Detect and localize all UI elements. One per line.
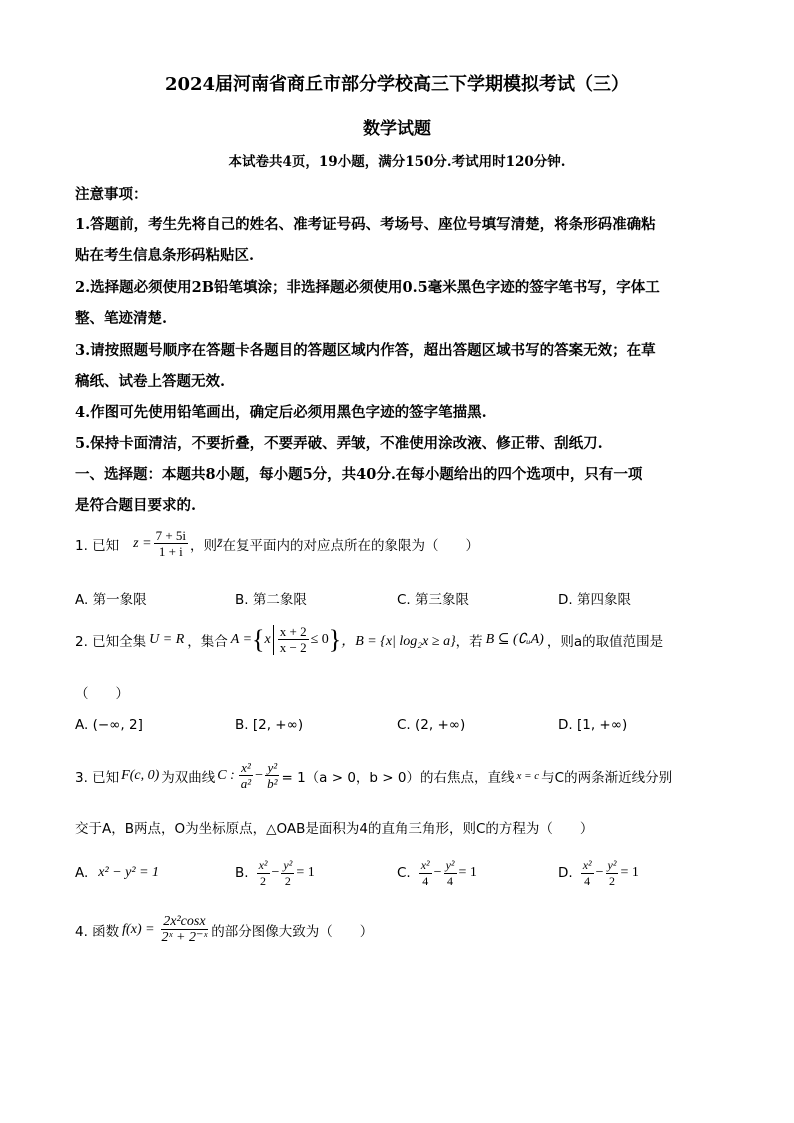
q3-line2: 交于A，B两点，O为坐标原点，△OAB是面积为4的直角三角形，则C的方程为（ ） [75, 821, 594, 837]
section-heading: 一、选择题：本题共8小题，每小题5分，共40分.在每小题给出的四个选项中，只有一项 [75, 466, 643, 483]
q2-set-a-fraction [278, 624, 309, 655]
q1-numerator: 7 + 5i [155, 528, 187, 543]
q3-d-frac1: $\frac{\text{x²}}{4}$ [582, 857, 592, 888]
q2-blank: （ ） [75, 686, 129, 702]
q3-b-frac2: $\frac{\text{y²}}{2}$ [283, 857, 293, 888]
q3-mid2: 与C的两条渐近线分别 [541, 769, 673, 786]
q2-option-a[interactable]: A. (−∞, 2] [75, 717, 143, 733]
q3-option-a-expr: x² − y² = 1 [98, 865, 160, 880]
q1-option-b[interactable]: B. 第二象限 [235, 592, 307, 608]
q3-option-d-label: D. [558, 865, 573, 881]
q3-mid1: 为双曲线 [161, 769, 216, 786]
q1-denominator: 1 + i [158, 544, 183, 559]
q3-x-fraction [239, 760, 253, 791]
q1-fraction [154, 528, 188, 559]
q3-option-c-label: C. [397, 865, 411, 881]
q2-set-b: ，B = {x| log₂x ≥ a} [341, 633, 456, 649]
q2-option-c[interactable]: C. (2, +∞) [397, 717, 466, 733]
q1-text-b: 在复平面内的对应点所在的象限为（ ） [222, 537, 479, 554]
question-4 [75, 914, 373, 945]
question-2 [75, 624, 663, 655]
q2-option-d[interactable]: D. [1, +∞) [558, 717, 628, 733]
q2-cond-word: ，若 [455, 633, 483, 650]
q4-num: 2x²cosx [163, 914, 206, 929]
q3-y-den: b² [267, 776, 278, 791]
q2-universal-set: U = R [149, 631, 185, 647]
q1-option-a[interactable]: A. 第一象限 [75, 592, 147, 608]
q3-c-frac2: $\frac{\text{y²}}{4}$ [445, 857, 455, 888]
exam-info: 本试卷共4页，19小题，满分150分.考试用时120分钟. [228, 154, 566, 170]
note-line: 贴在考生信息条形码粘贴区. [75, 247, 255, 264]
q2-set-a-den: x − 2 [279, 640, 307, 655]
q3-option-d[interactable]: D. $\frac{\text{x²}}{4}$ − $\frac{\text{y²}}{2}$ = 1 [558, 857, 639, 888]
q1-z: z = [133, 535, 152, 551]
q3-prefix: 3. 已知 [75, 769, 120, 786]
q3-curve-label: C : [217, 767, 235, 783]
q3-line: x = c [516, 769, 540, 782]
section-heading-cont: 是符合题目要求的. [75, 497, 197, 514]
q3-option-b[interactable]: B. $\frac{\text{x²}}{2}$ − $\frac{\text{y²}}{2}$ = 1 [235, 857, 315, 888]
q3-y-num: y² [267, 760, 278, 775]
q4-fraction [160, 914, 210, 945]
q2-cond-expr: B ⊆ (∁ᵤA) [485, 632, 544, 647]
q3-option-a-label: A. [75, 865, 89, 881]
q2-set-a-cond: ≤ 0 [310, 631, 329, 647]
q3-x-den: a² [240, 776, 252, 791]
q3-option-b-label: B. [235, 865, 249, 881]
notes-heading: 注意事项： [75, 186, 148, 203]
q3-d-frac2: $\frac{\text{y²}}{2}$ [607, 857, 617, 888]
q2-set-a-label: A = [230, 631, 253, 647]
q1-text-a: ，则 [190, 537, 218, 554]
q4-function: f(x) = [122, 921, 155, 937]
note-line: 1.答题前，考生先将自己的姓名、准考证号码、考场号、座位号填写清楚，将条形码准确粘 [75, 216, 656, 233]
q2-ask: ，则a的取值范围是 [546, 633, 664, 650]
note-line: 整、笔迹清楚. [75, 310, 168, 327]
note-line: 2.选择题必须使用2B铅笔填涂；非选择题必须使用0.5毫米黑色字迹的签字笔书写，字体工 [75, 279, 660, 296]
q1-prefix: 1. 已知 [75, 537, 120, 554]
q2-set-a-num: x + 2 [279, 624, 307, 639]
note-line: 4.作图可先使用铅笔画出，确定后必须用黑色字迹的签字笔描黑. [75, 404, 487, 421]
q3-c-frac1: $\frac{\text{x²}}{4}$ [420, 857, 430, 888]
q2-left-brace: { [252, 624, 265, 654]
q3-x-num: x² [241, 760, 251, 775]
q1-option-c[interactable]: C. 第三象限 [397, 592, 470, 608]
q2-option-b[interactable]: B. [2, +∞) [235, 717, 304, 733]
note-line: 5.保持卡面清洁，不要折叠，不要弄破、弄皱，不准使用涂改液、修正带、刮纸刀. [75, 435, 603, 452]
q4-den: 2ˣ + 2⁻ˣ [161, 930, 208, 945]
q1-zbar: z̄ [217, 535, 223, 551]
exam-subtitle: 数学试题 [363, 119, 431, 139]
q3-focus: F(c, 0) [121, 767, 160, 783]
question-3 [75, 760, 672, 791]
q4-rest: 的部分图像大致为（ ） [211, 923, 374, 940]
q3-minus: − [255, 767, 264, 783]
exam-title: 2024届河南省商丘市部分学校高三下学期模拟考试（三） [164, 74, 630, 95]
note-line: 稿纸、试卷上答题无效. [75, 373, 226, 390]
q3-option-c[interactable]: C. $\frac{\text{x²}}{4}$ − $\frac{\text{y²}}{4}$ = 1 [397, 857, 477, 888]
q4-prefix: 4. 函数 [75, 923, 120, 940]
q2-set-bar [273, 625, 274, 655]
q1-option-d[interactable]: D. 第四象限 [558, 592, 631, 608]
q2-prefix: 2. 已知全集 [75, 633, 147, 650]
q3-b-frac1: $\frac{\text{x²}}{2}$ [258, 857, 268, 888]
q2-right-brace: } [328, 624, 342, 654]
q3-option-a[interactable] [75, 853, 159, 893]
q2-set-word: ，集合 [187, 633, 228, 650]
q3-y-fraction [265, 760, 279, 791]
q3-eq-tail: = 1（a > 0，b > 0）的右焦点，直线 [281, 769, 515, 786]
q2-set-a-var: x [264, 631, 271, 647]
note-line: 3.请按照题号顺序在答题卡各题目的答题区域内作答，超出答题区域书写的答案无效；在草 [75, 342, 656, 359]
question-1 [75, 528, 479, 559]
